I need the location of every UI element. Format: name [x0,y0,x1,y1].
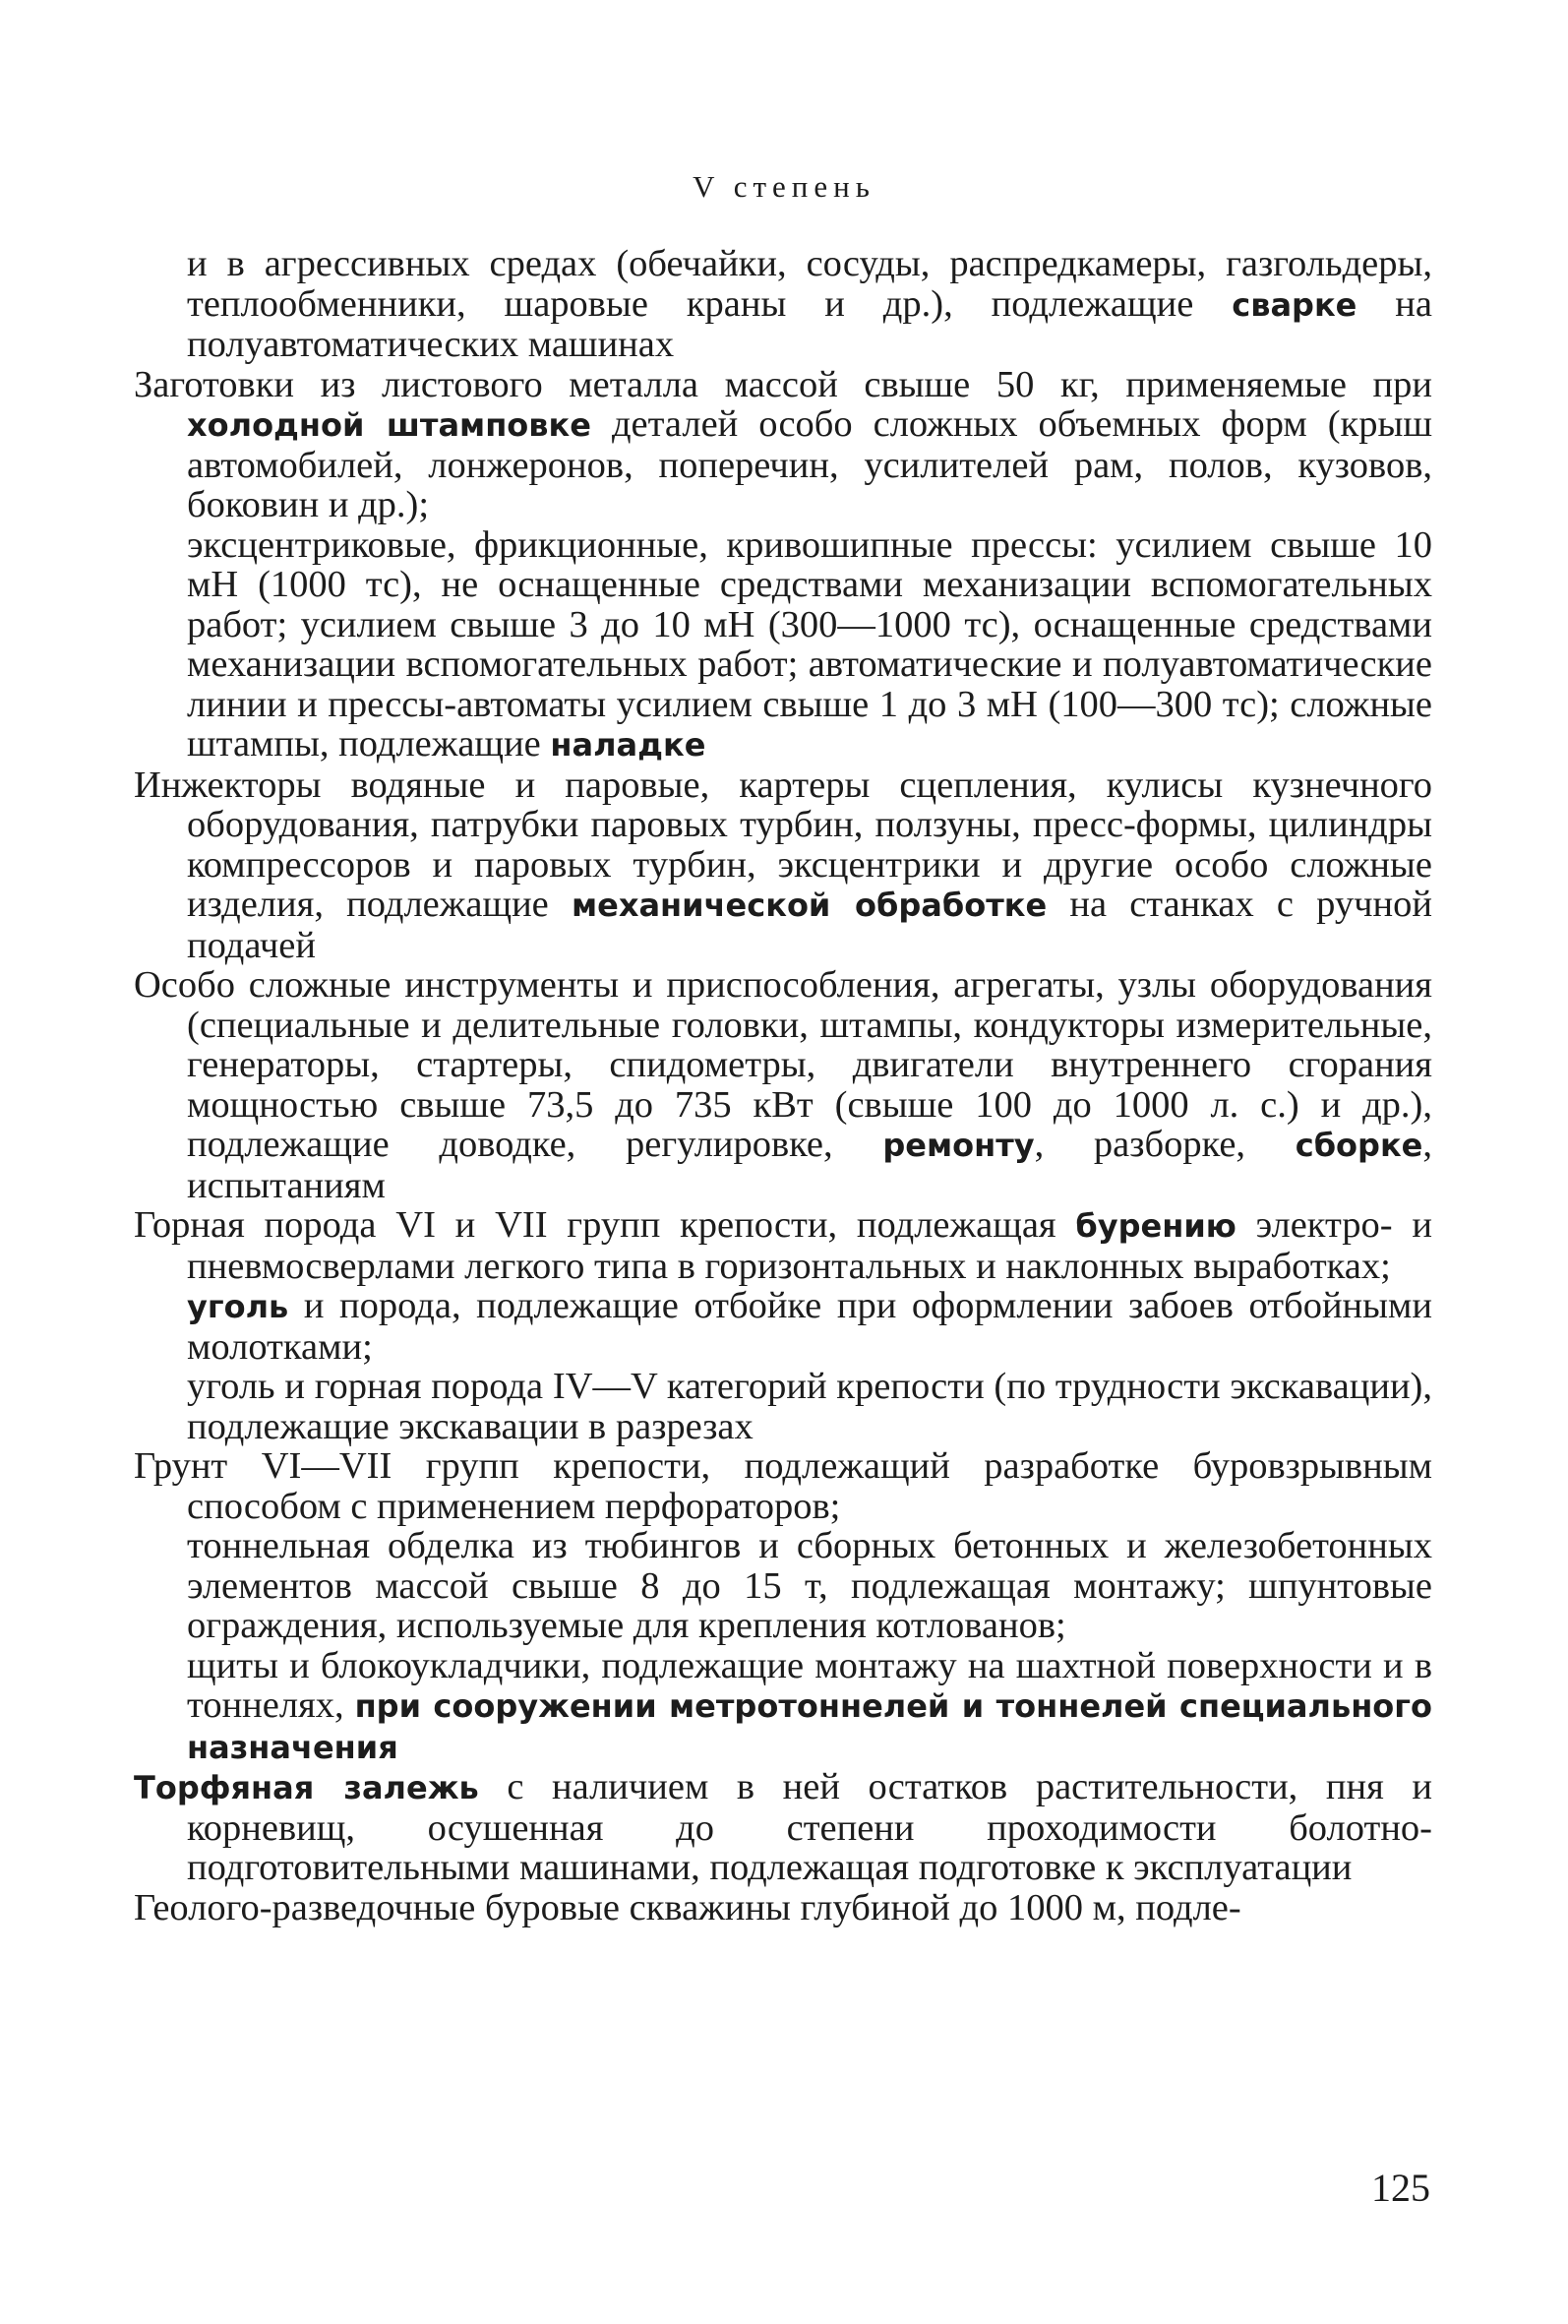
text-run: тоннельная обделка из тюбингов и сборных бетонных и железобетонных элементов массой свыше 8 до 15 т, подлежащая монтажу; шпунтовые ограждения, используемые для крепления котлованов; [187,1525,1432,1646]
text-run: на станках с ручной подачей [187,884,1432,966]
paragraph [134,1446,1432,1526]
text-body [134,244,1432,1927]
text-run: электро- и пневмосверлами легкого типа в горизонтальных и наклонных выработках; [187,1204,1432,1287]
paragraph [134,1526,1432,1646]
text-run: Горная порода VI и VII групп крепости, подлежащая [134,1204,1076,1246]
paragraph [134,1888,1432,1928]
paragraph [134,1286,1432,1367]
text-run: Инжекторы водяные и паровые, картеры сцепления, кулисы кузнечного оборудования, патрубки паровых турбин, ползуны, пресс-формы, цилиндры компрессоров и паровых турбин, эксцентрики и другие особо сложные изделия, подлежащие [134,764,1432,925]
paragraph [134,1646,1432,1768]
text-run: Особо сложные инструменты и приспособления, агрегаты, узлы оборудования (специальные и делительные головки, штампы, кондукторы измерительные, генераторы, стартеры, спидометры, двигатели внутреннего сгорания мощностью свыше 73,5 до 735 кВт (свыше 100 до 1000 л. с.) и др.), подлежащие доводке, регулировке, [134,964,1432,1165]
paragraph [134,365,1432,525]
text-run: и порода, подлежащие отбойке при оформлении забоев отбойными молотками; [187,1285,1432,1368]
running-header: V степень [693,169,875,204]
text-run: Заготовки из листового металла массой свыше 50 кг, применяемые при [134,363,1432,405]
text-run: деталей особо сложных объемных форм (крыш автомобилей, лонжеронов, поперечин, усилителей рам, полов, кузовов, боковин и др.); [187,403,1433,525]
bold-term: холодной штамповке [187,406,591,444]
paragraph [134,965,1432,1205]
text-run: Грунт VI—VII групп крепости, подлежащий разработке буровзрывным способом с применением перфораторов; [134,1445,1432,1527]
page-number: 125 [1371,2166,1430,2210]
bold-term: наладке [550,726,706,764]
paragraph [134,525,1432,765]
text-run: на полуавтоматических машинах [187,282,1432,365]
paragraph [134,1367,1432,1446]
bold-term: ремонту [882,1127,1035,1164]
bold-term: сварке [1232,285,1357,324]
bold-term: бурению [1075,1207,1236,1245]
text-run: , разборке, [1034,1124,1296,1165]
text-run: , испытаниям [187,1124,1432,1206]
bold-term: Торфяная залежь [134,1769,479,1806]
paragraph [134,1205,1432,1286]
bold-term: при сооружении метротоннелей и тоннелей специального назначения [187,1687,1432,1766]
paragraph [134,765,1432,966]
text-run: уголь и горная порода IV—V категорий крепости (по трудности экскавации), подлежащие экскавации в разрезах [187,1366,1432,1447]
text-run: щиты и блокоукладчики, подлежащие монтажу на шахтной поверхности и в тоннелях, [187,1644,1432,1726]
text-run: эксцентриковые, фрикционные, кривошипные прессы: усилием свыше 10 мН (1000 тс), не оснащенные средствами механизации вспомогательных работ; усилием свыше 3 до 10 мН (300—1000 тс), оснащенные средствами механизации вспомогательных работ; автоматические и полуавтоматические линии и прессы-автоматы усилием свыше 1 до 3 мН (100—300 тс); сложные штампы, подлежащие [187,523,1432,764]
bold-term: уголь [187,1288,289,1325]
text-run: Геолого-разведочные буровые скважины глубиной до 1000 м, подле- [134,1886,1241,1928]
paragraph [134,1767,1432,1888]
text-run: и в агрессивных средах (обечайки, сосуды, распредкамеры, газгольдеры, теплообменники, шаровые краны и др.), подлежащие [187,243,1432,325]
paragraph [134,244,1432,365]
bold-term: сборке [1295,1127,1423,1164]
text-run: с наличием в ней остатков растительности, пня и корневищ, осушенная до степени проходимости болотно-подготовительными машинами, подлежащая подготовке к эксплуатации [187,1766,1432,1888]
bold-term: механической обработке [571,887,1048,924]
